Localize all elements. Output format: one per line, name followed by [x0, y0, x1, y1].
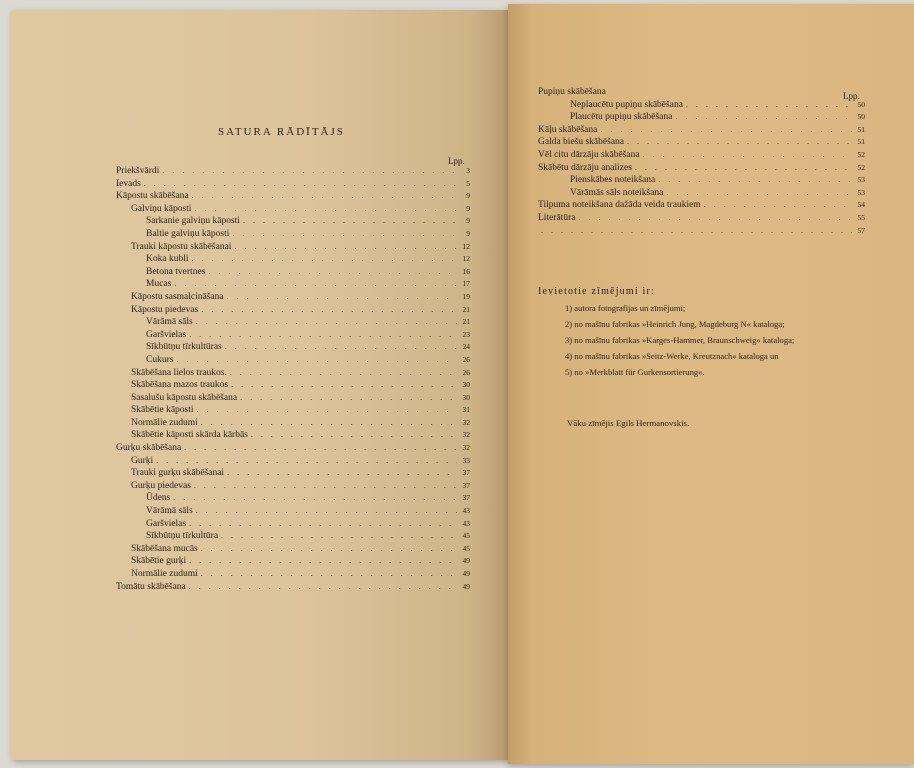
toc-entry-page: 3	[466, 166, 470, 175]
toc-entry	[116, 368, 470, 381]
toc-leader-dots	[541, 226, 852, 235]
toc-entry-title: Skābēšana lielos traukos.	[131, 367, 227, 378]
toc-leader-dots	[201, 418, 457, 427]
toc-entry	[116, 166, 470, 179]
toc-entry	[116, 544, 470, 557]
toc-entry-title: Gurķu piedevas	[131, 480, 191, 491]
toc-entry	[116, 254, 470, 267]
toc-entry	[538, 87, 865, 100]
toc-entry-title: Skābētie gurķi	[131, 556, 187, 567]
toc-leader-dots	[243, 216, 457, 225]
toc-leader-dots	[201, 544, 457, 553]
toc-leader-dots	[191, 254, 457, 263]
toc-entry-title: Gurķi	[131, 455, 154, 466]
toc-entry-title: Garšvielas	[146, 518, 187, 529]
left-toc-list	[116, 166, 470, 594]
illustration-source-item: 4) no mašīnu fabrikas »Seitz-Werke, Kreutznach« kataloga un	[565, 351, 779, 361]
toc-leader-dots	[251, 430, 457, 439]
toc-leader-dots	[192, 191, 457, 200]
right-toc-list	[538, 87, 865, 238]
toc-entry	[116, 204, 470, 217]
toc-entry	[116, 556, 470, 569]
toc-entry-page: 50	[857, 99, 865, 109]
toc-entry-page: 37	[462, 468, 470, 478]
cover-illustrator-note: Vāku zīmējis Egils Hermanovskis.	[567, 418, 690, 428]
toc-entry-page: 9	[466, 203, 470, 213]
toc-entry-title: Galda biešu skābēšana	[538, 137, 624, 148]
toc-entry	[116, 506, 470, 519]
toc-leader-dots	[675, 112, 852, 121]
toc-entry-page: 49	[462, 556, 470, 566]
toc-entry	[116, 481, 470, 494]
toc-entry-title: Kāpostu piedevas	[131, 304, 199, 315]
toc-entry	[538, 150, 865, 163]
toc-entry-title: Skābēšana mazos traukos	[131, 380, 229, 391]
toc-entry-page: 9	[466, 216, 470, 226]
toc-entry-page: 37	[462, 480, 470, 490]
toc-entry	[116, 355, 470, 368]
toc-entry-title: Trauki gurķu skābēšanai	[131, 468, 225, 479]
toc-entry-title: Skābētie kāposti	[131, 405, 194, 416]
toc-entry-page: 30	[462, 392, 470, 402]
toc-leader-dots	[643, 150, 852, 159]
toc-entry-title: Koka kubli	[146, 254, 189, 265]
toc-leader-dots	[600, 125, 852, 134]
toc-entry	[116, 279, 470, 292]
toc-entry-title: Vārāmā sāls	[146, 317, 193, 328]
toc-entry	[116, 456, 470, 469]
toc-entry-page: 32	[462, 443, 470, 453]
toc-leader-dots	[156, 456, 457, 465]
toc-leader-dots	[227, 468, 457, 477]
toc-leader-dots	[230, 368, 457, 377]
toc-entry-title: Cukurs	[146, 354, 174, 365]
toc-entry-title: Sīkbūtņu tīrkultūra	[146, 531, 219, 542]
toc-leader-dots	[627, 137, 852, 146]
toc-entry-title: Normālie zudumi	[131, 417, 198, 428]
toc-entry-page: 51	[857, 124, 865, 134]
toc-leader-dots	[201, 569, 457, 578]
toc-entry	[538, 163, 865, 176]
toc-entry	[116, 380, 470, 393]
toc-leader-dots	[144, 179, 457, 188]
toc-entry-title: Neplaucētu pupiņu skābēšana	[570, 99, 683, 110]
toc-leader-dots	[196, 506, 457, 515]
toc-entry-page: 12	[462, 254, 470, 264]
toc-entry-page: 51	[857, 137, 865, 147]
illustration-source-item: 1) autora fotografijas un zīmējumi;	[565, 303, 686, 313]
toc-entry-title: Vārāmās sāls noteikšana	[570, 187, 664, 198]
toc-entry	[116, 305, 470, 318]
toc-leader-dots	[666, 188, 852, 197]
toc-leader-dots	[184, 443, 457, 452]
toc-entry-title: Ievads	[116, 178, 141, 189]
toc-entry	[538, 137, 865, 150]
toc-leader-dots	[196, 317, 457, 326]
toc-entry-title: Vēl citu dārzāju skābēšana	[538, 149, 640, 160]
toc-leader-dots	[162, 166, 457, 175]
toc-entry	[116, 229, 470, 242]
toc-entry-page: 50	[857, 112, 865, 122]
toc-leader-dots	[658, 175, 852, 184]
toc-entry	[116, 569, 470, 582]
toc-entry-title: Skābētie kāposti skārda kārbās	[131, 430, 248, 441]
toc-entry	[116, 191, 470, 204]
toc-entry-title: Gurķu skābēšana	[116, 443, 182, 454]
toc-entry-page: 26	[462, 354, 470, 364]
toc-entry	[538, 100, 865, 113]
toc-leader-dots	[197, 405, 457, 414]
toc-entry	[116, 582, 470, 595]
toc-entry-title: Pienskābes noteikšana	[570, 175, 656, 186]
toc-entry-page: 52	[857, 162, 865, 172]
toc-entry-page: 49	[462, 581, 470, 591]
toc-entry-title: Normālie zudumi	[131, 569, 198, 579]
toc-entry	[116, 317, 470, 330]
toc-entry	[538, 188, 865, 201]
illustration-source-item: 5) no »Merkblatt für Gurkensortierung«.	[565, 367, 705, 377]
toc-entry-title: Kāpostu skābēšana	[116, 191, 189, 202]
toc-entry-page: 43	[462, 518, 470, 528]
toc-entry	[116, 531, 470, 544]
toc-entry-title: Skābēšana mucās	[131, 543, 198, 554]
toc-leader-dots	[173, 493, 457, 502]
toc-leader-dots	[189, 519, 457, 528]
toc-entry	[116, 468, 470, 481]
toc-entry	[116, 393, 470, 406]
toc-entry-page: 53	[857, 187, 865, 197]
toc-leader-dots	[201, 305, 457, 314]
toc-entry	[116, 430, 470, 443]
toc-entry-title: Garšvielas	[146, 329, 187, 340]
toc-entry-page: 45	[462, 543, 470, 553]
toc-entry-page: 32	[462, 417, 470, 427]
toc-leader-dots	[189, 582, 457, 591]
toc-entry-page: 31	[462, 405, 470, 415]
toc-entry-page: 53	[857, 175, 865, 185]
toc-leader-dots	[635, 163, 852, 172]
toc-entry	[116, 179, 470, 192]
toc-entry-title: Skābētu dārzāju analizes	[538, 162, 632, 173]
toc-entry	[538, 200, 865, 213]
toc-entry	[538, 125, 865, 138]
toc-leader-dots	[189, 330, 457, 339]
toc-entry-page: 24	[462, 342, 470, 352]
toc-entry	[116, 342, 470, 355]
toc-leader-dots	[234, 242, 457, 251]
toc-entry-page: 12	[462, 241, 470, 251]
toc-leader-dots	[174, 279, 457, 288]
toc-entry-title: Kāļu skābēšana	[538, 124, 598, 135]
toc-entry-title: Trauki kāpostu skābēšanai	[131, 241, 232, 252]
toc-entry	[116, 519, 470, 532]
toc-entry	[116, 405, 470, 418]
toc-leader-dots	[221, 531, 457, 540]
toc-entry-page: 26	[462, 367, 470, 377]
toc-entry-title: Ūdens	[146, 493, 171, 504]
toc-entry-title: Kāpostu sasmalcināšana	[131, 291, 224, 302]
toc-entry-title: Sarkanie galviņu kāposti	[146, 216, 240, 227]
toc-leader-dots	[225, 342, 457, 351]
toc-entry-page: 17	[462, 279, 470, 289]
toc-entry-title: Tomātu skābēšana	[116, 581, 186, 592]
toc-entry-title: Literātūra	[538, 212, 576, 223]
toc-entry-page: 52	[857, 149, 865, 159]
toc-entry-page: 21	[462, 304, 470, 314]
toc-title: SATURA RĀDĪTĀJS	[218, 126, 345, 138]
toc-leader-dots	[194, 481, 457, 490]
toc-entry-title: Sasalušu kāpostu skābēšana	[131, 392, 238, 403]
toc-entry	[116, 330, 470, 343]
illustration-source-item: 3) no mašīnu fabrikas »Karges-Hammer, Braunschweig« kataloga;	[565, 335, 795, 345]
toc-entry-page: 9	[466, 228, 470, 238]
toc-leader-dots	[231, 380, 457, 389]
toc-entry	[538, 213, 865, 226]
toc-entry	[538, 175, 865, 188]
toc-entry	[116, 493, 470, 506]
toc-entry-title: Baltie galviņu kāposti	[146, 228, 230, 239]
toc-entry-page: 49	[462, 569, 470, 578]
toc-leader-dots	[176, 355, 457, 364]
toc-entry	[538, 112, 865, 125]
toc-leader-dots	[194, 204, 457, 213]
toc-entry-page: 21	[462, 317, 470, 327]
toc-leader-dots	[232, 229, 457, 238]
toc-entry-page: 55	[857, 212, 865, 222]
toc-entry-page: 9	[466, 191, 470, 201]
toc-entry-page: 37	[462, 493, 470, 503]
toc-leader-dots	[227, 292, 457, 301]
illustrations-list	[565, 302, 865, 382]
toc-entry-page: 33	[462, 455, 470, 465]
toc-entry-title: Tilpuma noteikšana dažāda veida traukiem	[538, 200, 701, 211]
toc-entry-title: Sīkbūtņu tīrkultūras	[146, 342, 222, 353]
toc-entry-title: Plaucētu pupiņu skābēšana	[570, 112, 673, 123]
toc-entry-title: Pupiņu skābēšana	[538, 87, 606, 97]
toc-entry-title: Mucas	[146, 279, 172, 290]
toc-entry-title: Galviņu kāposti	[131, 203, 192, 214]
toc-entry-page: 5	[466, 178, 470, 188]
toc-entry-page: 16	[462, 266, 470, 276]
illustrations-heading: Ievietotie zīmējumi ir:	[538, 286, 656, 297]
right-page-column-label: Lpp.	[843, 91, 860, 101]
toc-entry	[116, 267, 470, 280]
toc-entry	[116, 242, 470, 255]
toc-entry	[116, 443, 470, 456]
toc-leader-dots	[704, 200, 852, 209]
toc-entry	[538, 226, 865, 239]
toc-leader-dots	[578, 213, 852, 222]
toc-entry-page: 30	[462, 380, 470, 390]
toc-entry-page: 45	[462, 531, 470, 541]
toc-entry-title: Betona tvertnes	[146, 266, 206, 277]
toc-entry-title: Priekšvārdi	[116, 166, 160, 176]
toc-entry-page: 23	[462, 329, 470, 339]
toc-leader-dots	[189, 556, 457, 565]
toc-leader-dots	[686, 100, 852, 109]
toc-leader-dots	[208, 267, 457, 276]
toc-entry-page: 32	[462, 430, 470, 440]
toc-entry-page: 43	[462, 506, 470, 516]
toc-entry-title: Vārāmā sāls	[146, 506, 193, 517]
left-page-column-label: Lpp.	[448, 156, 465, 166]
toc-entry	[116, 216, 470, 229]
illustration-source-item: 2) no mašīnu fabrikas »Heinrich Jung, Magdeburg N« kataloga;	[565, 319, 785, 329]
toc-entry-page: 57	[857, 225, 865, 235]
toc-entry-page: 19	[462, 291, 470, 301]
toc-entry	[116, 418, 470, 431]
toc-entry-page: 54	[857, 200, 865, 210]
toc-entry	[116, 292, 470, 305]
toc-leader-dots	[240, 393, 457, 402]
